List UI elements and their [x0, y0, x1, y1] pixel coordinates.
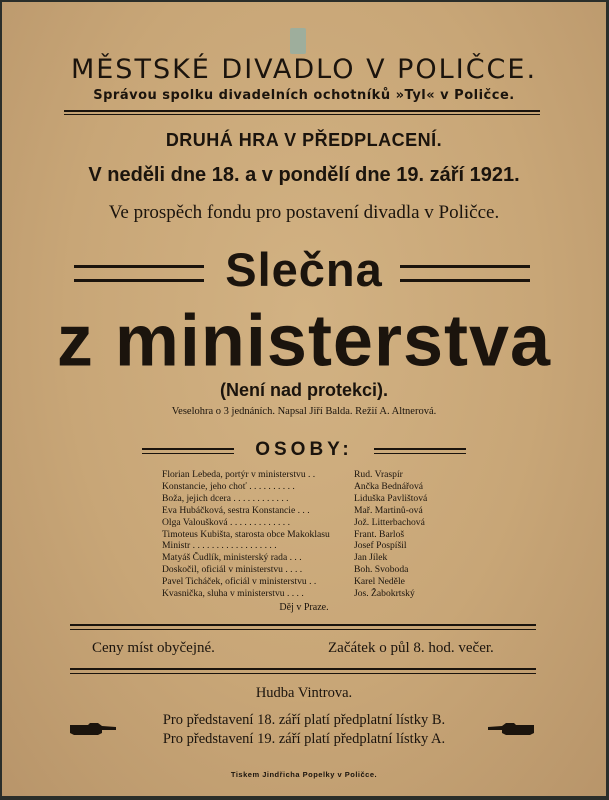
info-rule-top-1: [70, 624, 536, 626]
cast-row: [162, 469, 492, 481]
info-rule-top-2: [70, 629, 536, 630]
cast-row: [162, 564, 492, 576]
tape-remnant: [290, 28, 306, 54]
cast-row: [162, 505, 492, 517]
cast-role: Timoteus Kubišta, starosta obce Makoklasu: [162, 528, 330, 540]
cast-row: [162, 588, 492, 600]
cast-row: [162, 576, 492, 588]
cast-role: Ministr . . . . . . . . . . . . . . . . . .: [162, 540, 277, 552]
cast-actor: Jan Jílek: [354, 552, 388, 564]
play-title-line1: Slečna: [225, 243, 383, 296]
cast-actor: Josef Pospíšil: [354, 540, 407, 552]
performance-dates: V neděli dne 18. a v pondělí dne 19. září 1921.: [88, 164, 520, 186]
cast-actor: Ančka Bednářová: [354, 480, 423, 492]
cast-row: [162, 517, 492, 529]
theatre-name: MĚSTSKÉ DIVADLO V POLIČCE.: [70, 54, 538, 85]
cast-list: [162, 469, 492, 600]
cast-role: Matyáš Čudlík, ministerský rada . . .: [162, 552, 302, 564]
cast-row: [162, 540, 492, 552]
cast-actor: Rud. Vraspír: [354, 469, 403, 480]
subscription-tickets-a: Pro představení 19. září platí předplatní lístky A.: [162, 731, 446, 747]
cast-actor: Liduška Pavlištová: [354, 492, 428, 504]
cast-row: [162, 481, 492, 493]
info-rule-bottom-1: [70, 668, 536, 670]
cast-row: [162, 493, 492, 505]
cast-role: Eva Hubáčková, sestra Konstancie . . .: [162, 504, 310, 516]
cast-actor: Frant. Barloš: [354, 528, 405, 540]
cast-role: Pavel Ticháček, oficiál v ministerstvu . .: [162, 576, 317, 588]
subscription-tickets-b: Pro představení 18. září platí předplatní lístky B.: [162, 712, 446, 728]
subscription-heading: DRUHÁ HRA V PŘEDPLACENÍ.: [165, 130, 443, 150]
cast-role: Doskočil, oficiál v ministerstvu . . . .: [162, 564, 303, 576]
printer-imprint: Tiskem Jindřicha Popelky v Poličce.: [230, 770, 378, 779]
cast-actor: Boh. Svoboda: [354, 564, 409, 576]
info-rule-bottom-2: [70, 673, 536, 674]
theatre-poster: [2, 2, 606, 796]
pointing-hand-right-icon: [68, 720, 118, 738]
cast-actor: Karel Neděle: [354, 576, 405, 588]
cast-actor: Mař. Martinů-ová: [354, 504, 423, 516]
setting-line: Děj v Praze.: [279, 602, 329, 613]
header-rule-top: [64, 110, 540, 112]
benefit-line: Ve prospěch fondu pro postavení divadla v Poličce.: [108, 202, 500, 223]
cast-role: Olga Valoušková . . . . . . . . . . . . .: [162, 516, 290, 528]
cast-role: Florian Lebeda, portýr v ministerstvu . .: [162, 469, 316, 480]
header-rule-bottom: [64, 114, 540, 115]
cast-actor: Jož. Litterbachová: [354, 516, 425, 528]
cast-row: [162, 552, 492, 564]
ticket-prices: Ceny míst obyčejné.: [92, 640, 215, 656]
society-line: Správou spolku divadelních ochotníků »Tyl« v Poličce.: [93, 88, 515, 103]
cast-role: Boža, jejich dcera . . . . . . . . . . . .: [162, 492, 289, 504]
play-subtitle: (Není nad protekci).: [219, 380, 389, 400]
cast-role: Kvasnička, sluha v ministerstvu . . . .: [162, 588, 304, 600]
cast-row: [162, 529, 492, 541]
start-time: Začátek o půl 8. hod. večer.: [328, 640, 494, 656]
music-line: Hudba Vintrova.: [255, 685, 353, 701]
cast-actor: Jos. Žabokrtský: [354, 588, 415, 600]
play-credits: Veselohra o 3 jednáních. Napsal Jiří Balda. Režií A. Altnerová.: [171, 406, 437, 417]
play-title-line2: z ministerstva: [56, 300, 552, 382]
cast-role: Konstancie, jeho choť . . . . . . . . . .: [162, 480, 295, 492]
pointing-hand-left-icon: [486, 720, 536, 738]
cast-heading: OSOBY:: [255, 439, 353, 460]
